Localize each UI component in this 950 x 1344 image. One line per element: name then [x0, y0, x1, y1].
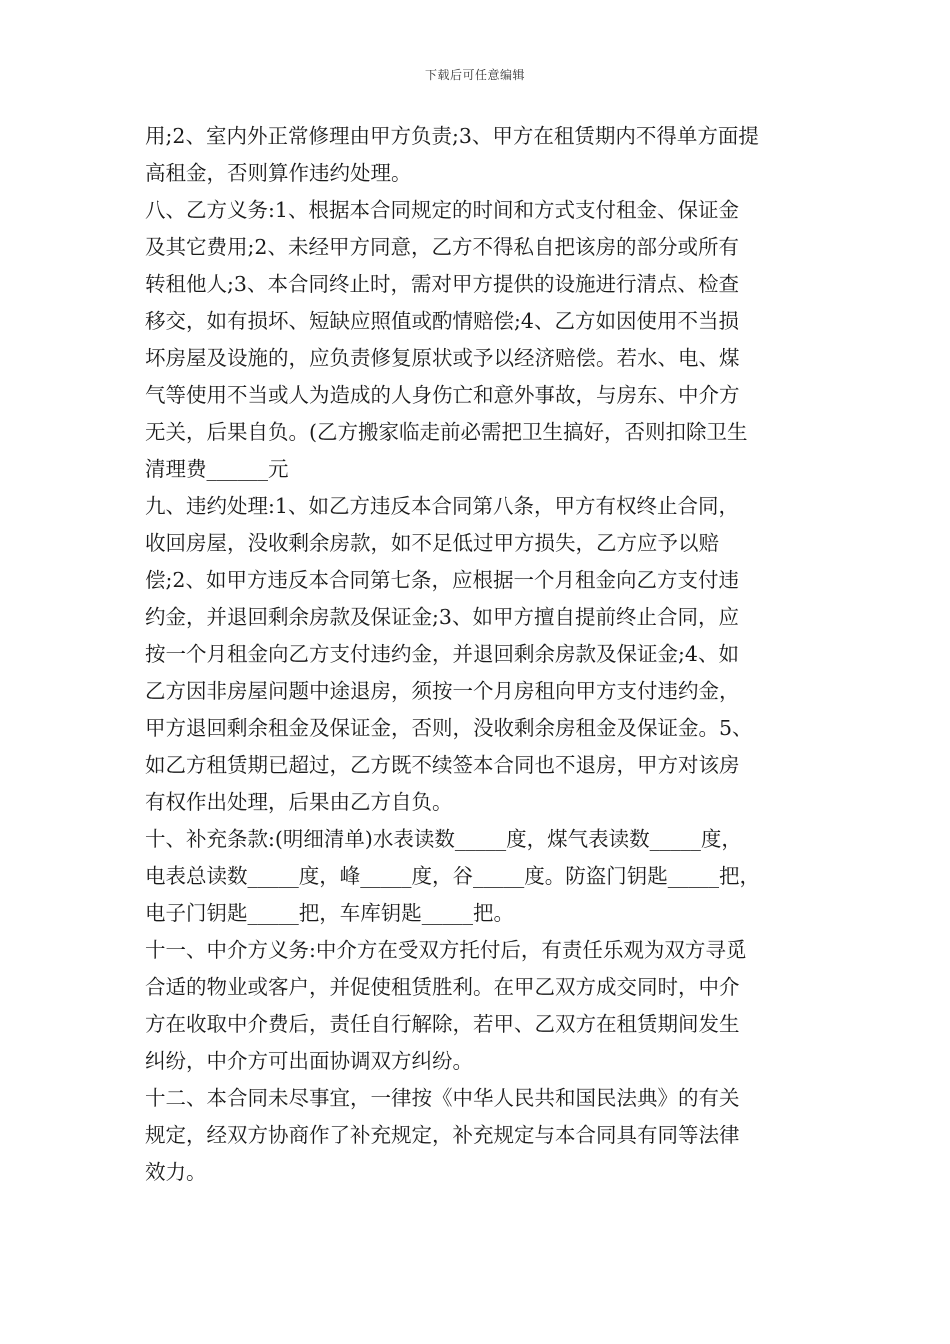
page-header: 下载后可任意编辑 [424, 68, 525, 82]
text-line: 及其它费用;2、未经甲方同意，乙方不得私自把该房的部分或所有 [145, 235, 739, 259]
text-line: 约金，并退回剩余房款及保证金;3、如甲方擅自提前终止合同，应 [145, 605, 739, 629]
text-line: 十一、中介方义务:中介方在受双方托付后，有责任乐观为双方寻觅 [145, 938, 747, 962]
text-line: 清理费______元 [145, 457, 289, 481]
text-line: 八、乙方义务:1、根据本合同规定的时间和方式支付租金、保证金 [145, 198, 739, 222]
text-line: 无关，后果自负。(乙方搬家临走前必需把卫生搞好，否则扣除卫生 [145, 420, 748, 444]
text-line: 效力。 [145, 1160, 207, 1184]
text-line: 合适的物业或客户，并促使租赁胜利。在甲乙双方成交同时，中介 [145, 975, 740, 999]
text-line: 按一个月租金向乙方支付违约金，并退回剩余房款及保证金;4、如 [145, 642, 739, 666]
text-line: 规定，经双方协商作了补充规定，补充规定与本合同具有同等法律 [145, 1123, 740, 1147]
document-body [145, 118, 810, 1191]
text-line: 如乙方租赁期已超过，乙方既不续签本合同也不退房，甲方对该房 [145, 753, 740, 777]
text-line: 十二、本合同未尽事宜，一律按《中华人民共和国民法典》的有关 [145, 1086, 740, 1110]
text-line: 偿;2、如甲方违反本合同第七条，应根据一个月租金向乙方支付违 [145, 568, 739, 592]
text-line: 收回房屋，没收剩余房款，如不足低过甲方损失，乙方应予以赔 [145, 531, 719, 555]
text-line: 转租他人;3、本合同终止时，需对甲方提供的设施进行清点、检查 [145, 272, 739, 296]
text-line: 九、违约处理:1、如乙方违反本合同第八条，甲方有权终止合同， [145, 494, 739, 518]
text-line: 用;2、室内外正常修理由甲方负责;3、甲方在租赁期内不得单方面提 [145, 124, 759, 148]
text-line: 方在收取中介费后，责任自行解除，若甲、乙双方在租赁期间发生 [145, 1012, 740, 1036]
text-line: 坏房屋及设施的，应负责修复原状或予以经济赔偿。若水、电、煤 [145, 346, 740, 370]
text-line: 乙方因非房屋问题中途退房，须按一个月房租向甲方支付违约金， [145, 679, 740, 703]
text-line: 纠纷，中介方可出面协调双方纠纷。 [145, 1049, 473, 1073]
text-line: 十、补充条款:(明细清单)水表读数_____度，煤气表读数_____度， [145, 827, 742, 851]
text-line: 移交，如有损坏、短缺应照值或酌情赔偿;4、乙方如因使用不当损 [145, 309, 739, 333]
text-line: 气等使用不当或人为造成的人身伤亡和意外事故，与房东、中介方 [145, 383, 740, 407]
text-line: 有权作出处理，后果由乙方自负。 [145, 790, 453, 814]
text-line: 电表总读数_____度，峰_____度，谷_____度。防盗门钥匙_____把， [145, 864, 760, 888]
text-line: 甲方退回剩余租金及保证金，否则，没收剩余房租金及保证金。5、 [145, 716, 753, 740]
text-line: 高租金，否则算作违约处理。 [145, 161, 412, 185]
text-line: 电子门钥匙_____把，车库钥匙_____把。 [145, 901, 514, 925]
